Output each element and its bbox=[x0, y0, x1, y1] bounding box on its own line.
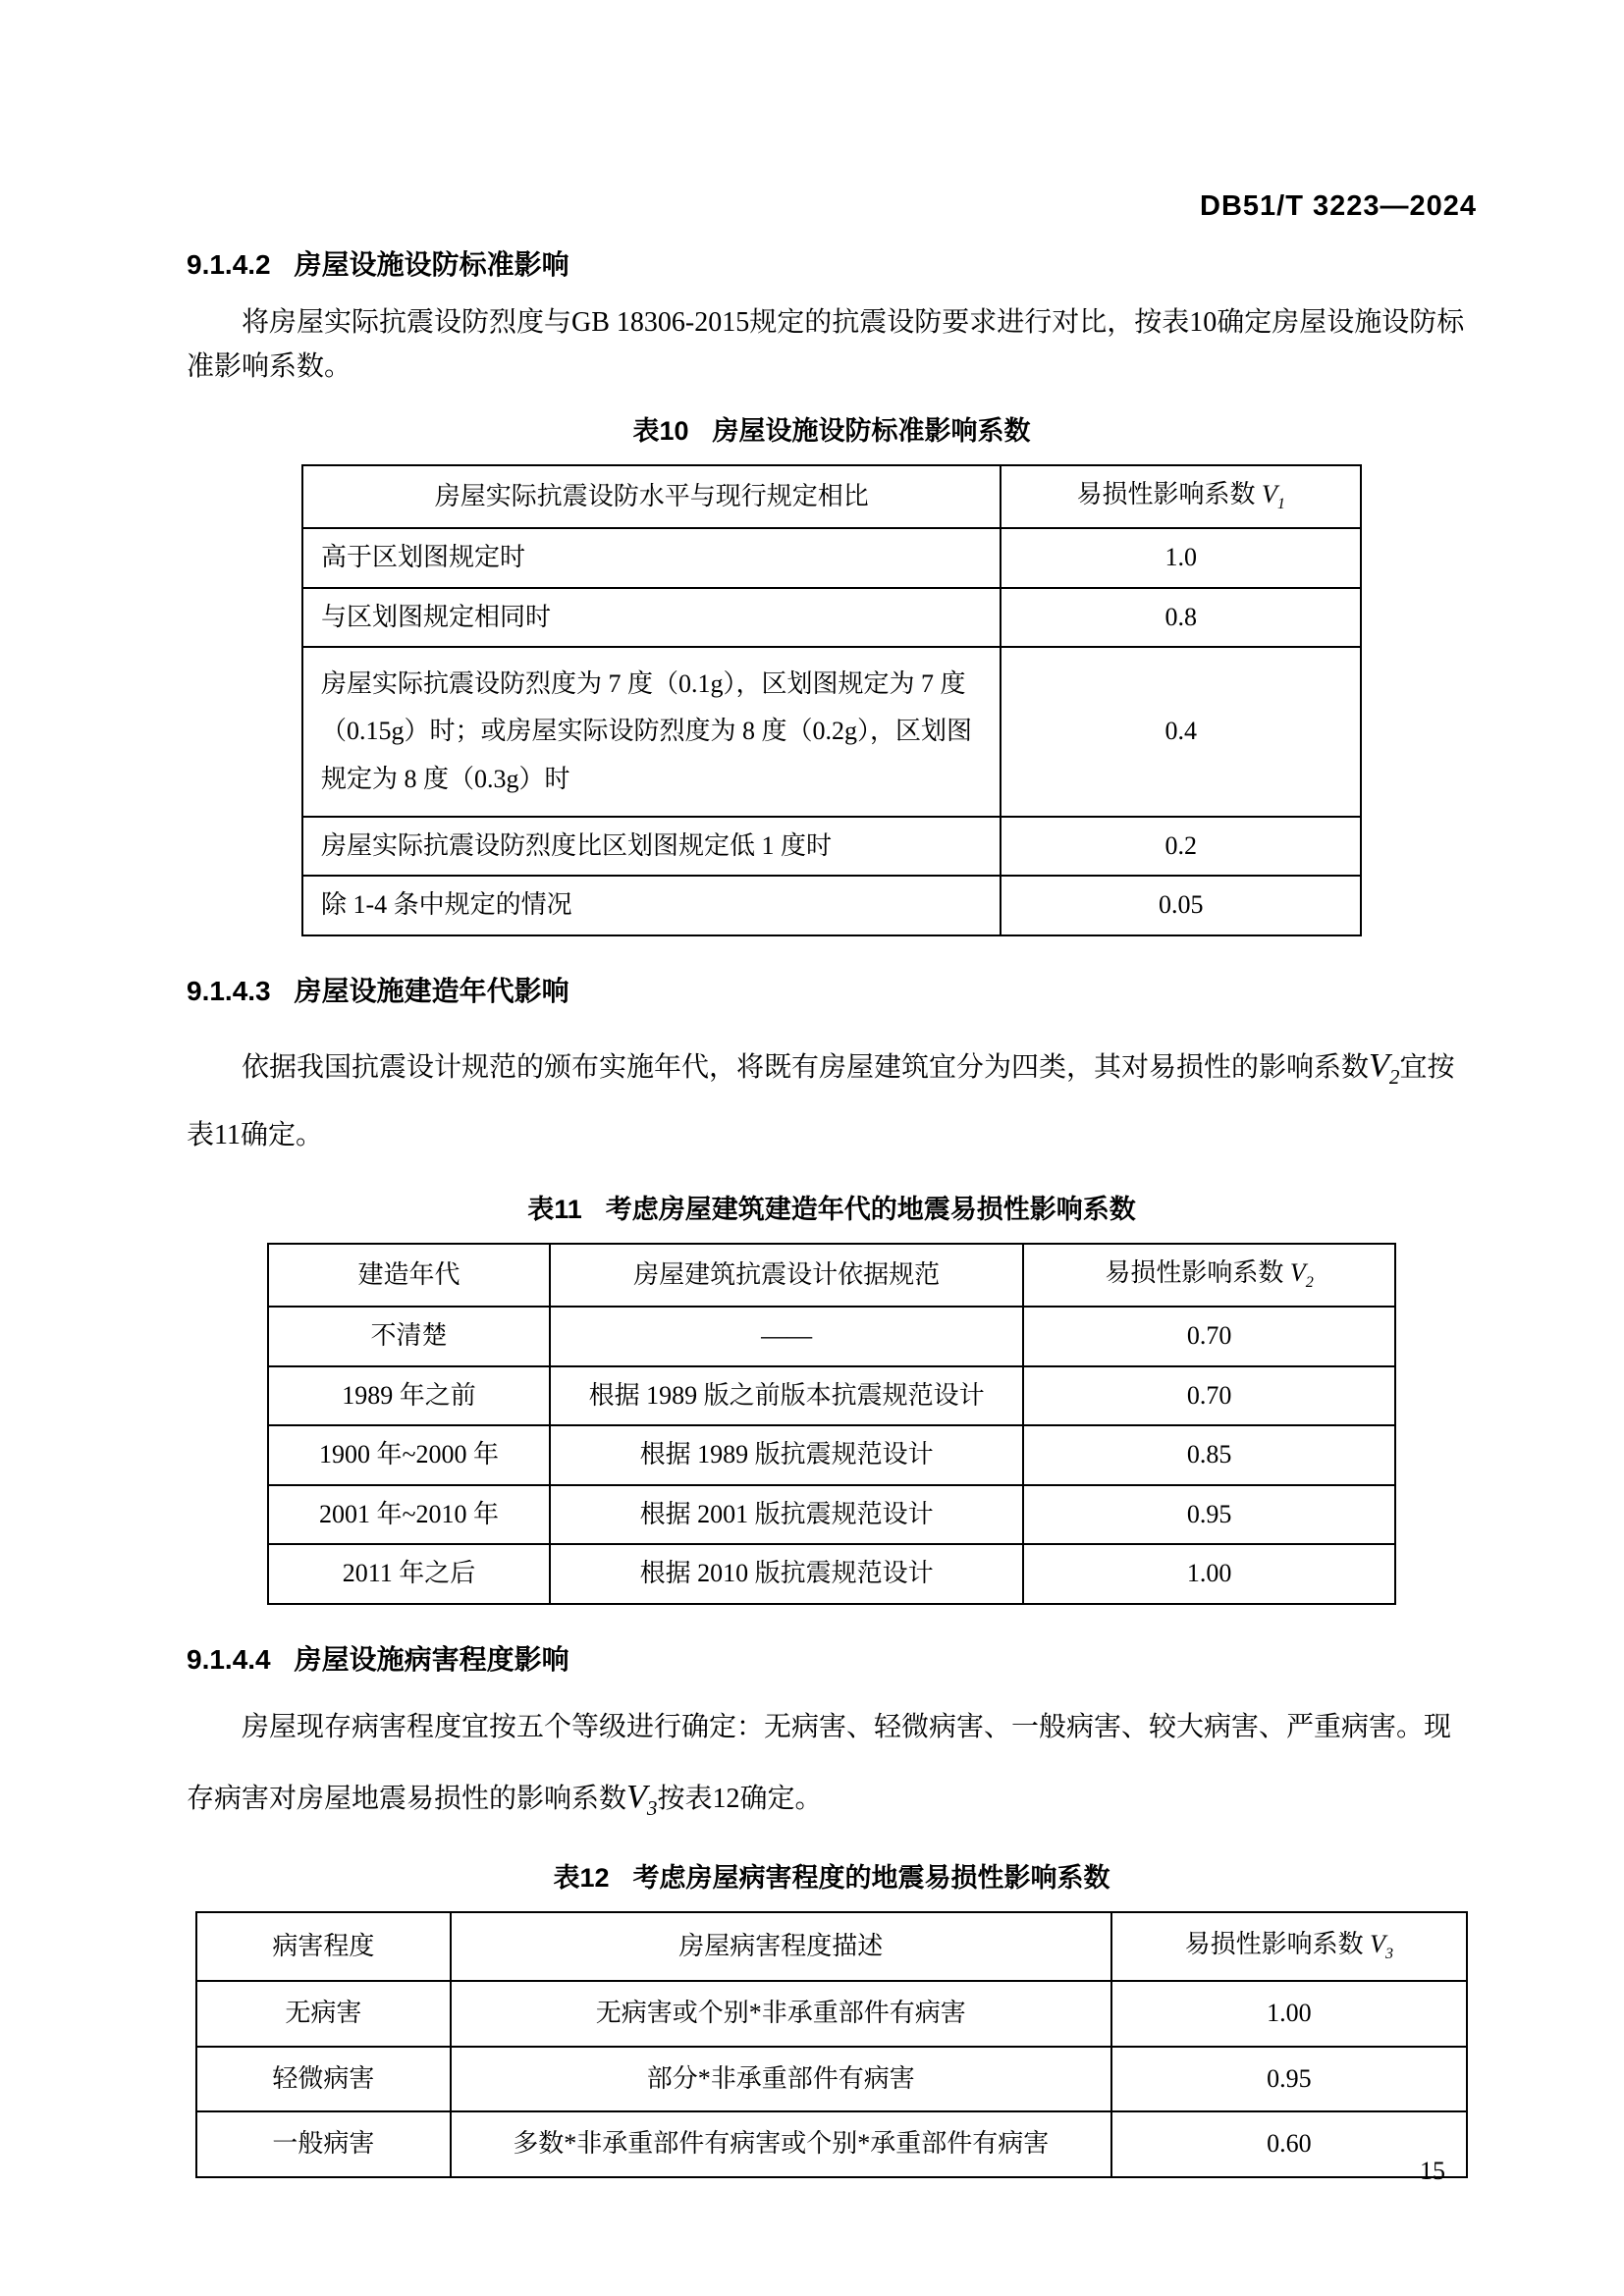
design-code-cell: 根据 2010 版抗震规范设计 bbox=[550, 1544, 1023, 1604]
coef-symbol-v2 bbox=[1289, 1257, 1314, 1292]
table12-header-row bbox=[196, 1912, 1467, 1981]
section-number: 9.1.4.4 bbox=[187, 1643, 271, 1675]
table-row bbox=[302, 876, 1361, 935]
table-row bbox=[196, 2047, 1467, 2112]
page-number: 15 bbox=[1420, 2157, 1445, 2185]
table10-col1-header: 房屋实际抗震设防水平与现行规定相比 bbox=[302, 465, 1001, 528]
paragraph-setting-standard: 将房屋实际抗震设防烈度与GB 18306-2015规定的抗震设防要求进行对比，按表10确定房屋设施设防标准影响系数。 bbox=[187, 307, 1465, 382]
table-row bbox=[302, 588, 1361, 648]
coef-var: V bbox=[1289, 1257, 1306, 1287]
table-row bbox=[268, 1366, 1395, 1426]
table12-caption-label: 表12 bbox=[553, 1862, 610, 1893]
condition-cell: 与区划图规定相同时 bbox=[302, 588, 1001, 648]
table11-caption bbox=[187, 1194, 1477, 1225]
table10-caption-label: 表10 bbox=[632, 415, 689, 446]
table11-col1-header: 建造年代 bbox=[268, 1244, 550, 1307]
table12-caption-title: 考虑房屋病害程度的地震易损性影响系数 bbox=[632, 1862, 1110, 1893]
coef-symbol-v3 bbox=[1370, 1930, 1394, 1963]
coef-var: V bbox=[1370, 1930, 1385, 1959]
table-row bbox=[196, 1981, 1467, 2047]
doc-code-header: DB51/T 3223—2024 bbox=[1200, 190, 1477, 222]
damage-level-cell: 一般病害 bbox=[196, 2111, 451, 2177]
table-row bbox=[302, 528, 1361, 588]
design-code-cell: 根据 1989 版抗震规范设计 bbox=[550, 1425, 1023, 1485]
table10-caption bbox=[187, 415, 1477, 447]
paragraph-damage-level bbox=[187, 1696, 1477, 1837]
coefficient-cell: 0.8 bbox=[1001, 588, 1361, 648]
coef-label: 易损性影响系数 bbox=[1105, 1257, 1290, 1287]
table10-coef-header bbox=[1001, 465, 1361, 528]
table11-caption-label: 表11 bbox=[527, 1194, 582, 1224]
condition-cell: 房屋实际抗震设防烈度比区划图规定低 1 度时 bbox=[302, 817, 1001, 877]
section-title: 房屋设施设防标准影响 bbox=[294, 249, 569, 280]
damage-desc-cell: 部分*非承重部件有病害 bbox=[451, 2047, 1111, 2112]
coef-symbol-v1 bbox=[1262, 479, 1285, 513]
coefficient-cell: 0.60 bbox=[1111, 2111, 1467, 2177]
para-text-after: 宜按表11确定。 bbox=[187, 1051, 1455, 1151]
coefficient-cell: 0.95 bbox=[1023, 1485, 1395, 1545]
coefficient-cell: 1.0 bbox=[1001, 528, 1361, 588]
table12-caption bbox=[187, 1862, 1477, 1894]
table-row bbox=[268, 1307, 1395, 1366]
table-row bbox=[268, 1425, 1395, 1485]
coefficient-cell: 0.05 bbox=[1001, 876, 1361, 935]
table10-caption-title: 房屋设施设防标准影响系数 bbox=[712, 415, 1031, 446]
table10-header-row bbox=[302, 465, 1361, 528]
coef-var: V bbox=[1369, 1046, 1389, 1084]
damage-desc-cell: 多数*非承重部件有病害或个别*承重部件有病害 bbox=[451, 2111, 1111, 2177]
table-row bbox=[302, 647, 1361, 816]
era-cell: 不清楚 bbox=[268, 1307, 550, 1366]
table11 bbox=[267, 1243, 1396, 1605]
coef-symbol-v3 bbox=[626, 1779, 658, 1820]
table10 bbox=[301, 464, 1362, 936]
table-row bbox=[268, 1544, 1395, 1604]
era-cell: 2001 年~2010 年 bbox=[268, 1485, 550, 1545]
coef-sub: 2 bbox=[1305, 1274, 1314, 1292]
coefficient-cell: 0.85 bbox=[1023, 1425, 1395, 1485]
condition-cell: 除 1-4 条中规定的情况 bbox=[302, 876, 1001, 935]
coef-sub: 1 bbox=[1276, 496, 1285, 513]
table11-caption-title: 考虑房屋建筑建造年代的地震易损性影响系数 bbox=[605, 1194, 1136, 1224]
coef-sub: 3 bbox=[646, 1796, 658, 1820]
coef-sub: 2 bbox=[1388, 1064, 1400, 1089]
design-code-cell: —— bbox=[550, 1307, 1023, 1366]
condition-cell: 房屋实际抗震设防烈度为 7 度（0.1g），区划图规定为 7 度（0.15g）时；或房屋实际设防烈度为 8 度（0.2g），区划图规定为 8 度（0.3g）时 bbox=[302, 647, 1001, 816]
table11-col2-header: 房屋建筑抗震设计依据规范 bbox=[550, 1244, 1023, 1307]
section-title: 房屋设施病害程度影响 bbox=[294, 1643, 569, 1675]
coef-label: 易损性影响系数 bbox=[1184, 1930, 1371, 1959]
section-heading-9-1-4-3 bbox=[187, 974, 1477, 1008]
coef-var: V bbox=[1262, 479, 1277, 508]
section-heading-9-1-4-4 bbox=[187, 1642, 1477, 1677]
coefficient-cell: 0.70 bbox=[1023, 1307, 1395, 1366]
section-number: 9.1.4.2 bbox=[187, 249, 271, 280]
damage-level-cell: 无病害 bbox=[196, 1981, 451, 2047]
page-content bbox=[187, 247, 1477, 2178]
coef-symbol-v2 bbox=[1369, 1046, 1400, 1089]
table-row bbox=[302, 817, 1361, 877]
table12-col1-header: 病害程度 bbox=[196, 1912, 451, 1981]
damage-level-cell: 轻微病害 bbox=[196, 2047, 451, 2112]
para-text-after: 按表12确定。 bbox=[657, 1784, 823, 1815]
table12-coef-header bbox=[1111, 1912, 1467, 1981]
coefficient-cell: 1.00 bbox=[1023, 1544, 1395, 1604]
coefficient-cell: 0.70 bbox=[1023, 1366, 1395, 1426]
section-heading-9-1-4-2 bbox=[187, 247, 1477, 282]
para-text-before: 依据我国抗震设计规范的颁布实施年代，将既有房屋建筑宜分为四类，其对易损性的影响系数 bbox=[242, 1051, 1370, 1083]
damage-desc-cell: 无病害或个别*非承重部件有病害 bbox=[451, 1981, 1111, 2047]
condition-cell: 高于区划图规定时 bbox=[302, 528, 1001, 588]
section-number: 9.1.4.3 bbox=[187, 975, 271, 1006]
coef-label: 易损性影响系数 bbox=[1076, 479, 1263, 508]
section-title: 房屋设施建造年代影响 bbox=[294, 975, 569, 1006]
coefficient-cell: 0.2 bbox=[1001, 817, 1361, 877]
era-cell: 1900 年~2000 年 bbox=[268, 1425, 550, 1485]
era-cell: 1989 年之前 bbox=[268, 1366, 550, 1426]
coef-var: V bbox=[626, 1779, 647, 1816]
table12-col2-header: 房屋病害程度描述 bbox=[451, 1912, 1111, 1981]
paragraph-construction-era bbox=[187, 1028, 1477, 1168]
table-row bbox=[268, 1485, 1395, 1545]
era-cell: 2011 年之后 bbox=[268, 1544, 550, 1604]
table11-header-row bbox=[268, 1244, 1395, 1307]
table-row bbox=[196, 2111, 1467, 2177]
coefficient-cell: 0.95 bbox=[1111, 2047, 1467, 2112]
coefficient-cell: 1.00 bbox=[1111, 1981, 1467, 2047]
design-code-cell: 根据 1989 版之前版本抗震规范设计 bbox=[550, 1366, 1023, 1426]
coefficient-cell: 0.4 bbox=[1001, 647, 1361, 816]
coef-sub: 3 bbox=[1385, 1946, 1394, 1963]
table12 bbox=[195, 1911, 1468, 2178]
design-code-cell: 根据 2001 版抗震规范设计 bbox=[550, 1485, 1023, 1545]
table11-coef-header bbox=[1023, 1244, 1395, 1307]
para-text-before: 房屋现存病害程度宜按五个等级进行确定：无病害、轻微病害、一般病害、较大病害、严重病害。现存病害对房屋地震易损性的影响系数 bbox=[187, 1711, 1452, 1815]
